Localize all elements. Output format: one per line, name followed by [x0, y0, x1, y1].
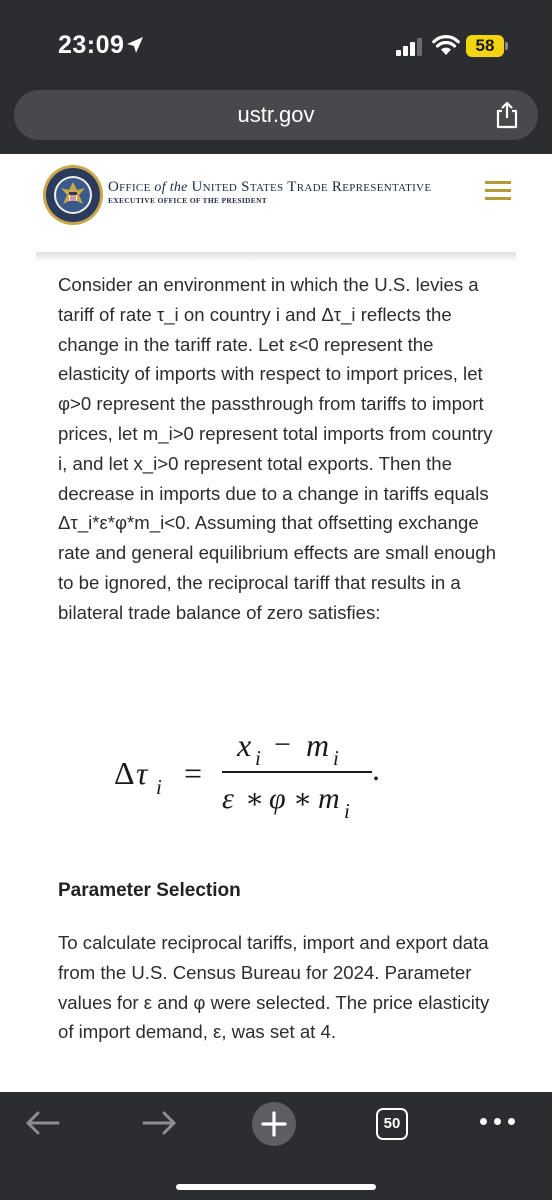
browser-bottom-toolbar — [0, 1092, 552, 1200]
formula-m-denominator-subscript: i — [344, 799, 350, 822]
formula-minus: − — [274, 728, 291, 761]
back-arrow-icon[interactable] — [24, 1108, 62, 1138]
formula-star-1: ∗ — [245, 784, 265, 815]
cellular-signal-icon — [396, 38, 424, 56]
hamburger-menu-icon[interactable] — [485, 181, 511, 203]
article-paragraph: Consider an environment in which the U.S. levies a tariff of rate τ_i on country i and Δτ_i reflects the change in the tariff rate. Let ε<0 represent the elasticity of imports with respect to import prices, let φ>0 represent the passthrough from tariffs to import prices, let m_i>0 represent total imports from country i, and let x_i>0 represent total exports. Then the decrease in imports due to a change in tariffs equals Δτ_i*ε*φ*m_i<0. Assuming that offsetting exchange rate and general equilibrium effects are small enough to be ignored, the reciprocal tariff that results in a bilateral trade balance of zero satisfies: — [58, 274, 496, 623]
location-arrow-icon — [126, 36, 144, 54]
site-header — [0, 154, 552, 254]
formula-period: . — [372, 751, 380, 787]
header-shadow — [36, 252, 516, 262]
formula-x: x — [237, 727, 252, 763]
status-bar — [0, 0, 552, 90]
formula-m-denominator: m — [318, 782, 340, 815]
plus-icon — [252, 1102, 296, 1146]
battery-indicator — [466, 35, 508, 57]
menu-bar — [485, 181, 511, 184]
formula-x-subscript: i — [255, 746, 261, 770]
more-dot — [494, 1118, 501, 1125]
site-title-office: Office — [108, 179, 151, 195]
new-tab-button[interactable] — [252, 1102, 296, 1146]
formula-m-subscript: i — [333, 746, 339, 770]
site-title[interactable] — [108, 179, 468, 196]
address-bar[interactable] — [14, 90, 538, 140]
site-title-of-the: of the — [154, 180, 188, 195]
formula-star-2: ∗ — [293, 784, 313, 815]
more-dot — [508, 1118, 515, 1125]
battery-level: 58 — [466, 35, 504, 57]
site-title-rest: United States Trade Representative — [191, 179, 432, 195]
formula-phi: φ — [269, 782, 286, 815]
formula-epsilon: ε — [222, 782, 234, 815]
menu-bar — [485, 197, 511, 200]
formula-delta: Δ — [114, 755, 135, 791]
browser-top-chrome — [0, 0, 552, 154]
forward-arrow-icon[interactable] — [140, 1108, 178, 1138]
more-dot — [480, 1118, 487, 1125]
status-time: 23:09 — [58, 31, 125, 59]
more-options-icon[interactable] — [480, 1118, 516, 1128]
formula-equals: = — [184, 755, 203, 791]
home-indicator — [176, 1184, 376, 1190]
url-text[interactable]: ustr.gov — [237, 102, 315, 127]
tariff-formula — [114, 722, 434, 822]
share-icon[interactable] — [492, 100, 522, 130]
formula-tau: τ — [136, 755, 148, 791]
tabs-button[interactable]: 50 — [376, 1108, 408, 1140]
formula-m: m — [306, 727, 330, 763]
site-subtitle: EXECUTIVE OFFICE OF THE PRESIDENT — [108, 196, 268, 205]
presidential-seal-logo[interactable] — [42, 164, 104, 226]
wifi-icon — [432, 34, 460, 56]
article-paragraph-2: To calculate reciprocal tariffs, import and export data from the U.S. Census Bureau for 2024. Parameter values for ε and φ were selected. The price elasticity of import demand, ε, was set at 4. — [58, 932, 490, 1043]
section-heading: Parameter Selection — [58, 880, 241, 901]
formula-tau-subscript: i — [156, 775, 162, 799]
battery-cap — [505, 42, 508, 50]
menu-bar — [485, 189, 511, 192]
article-body — [58, 270, 498, 628]
